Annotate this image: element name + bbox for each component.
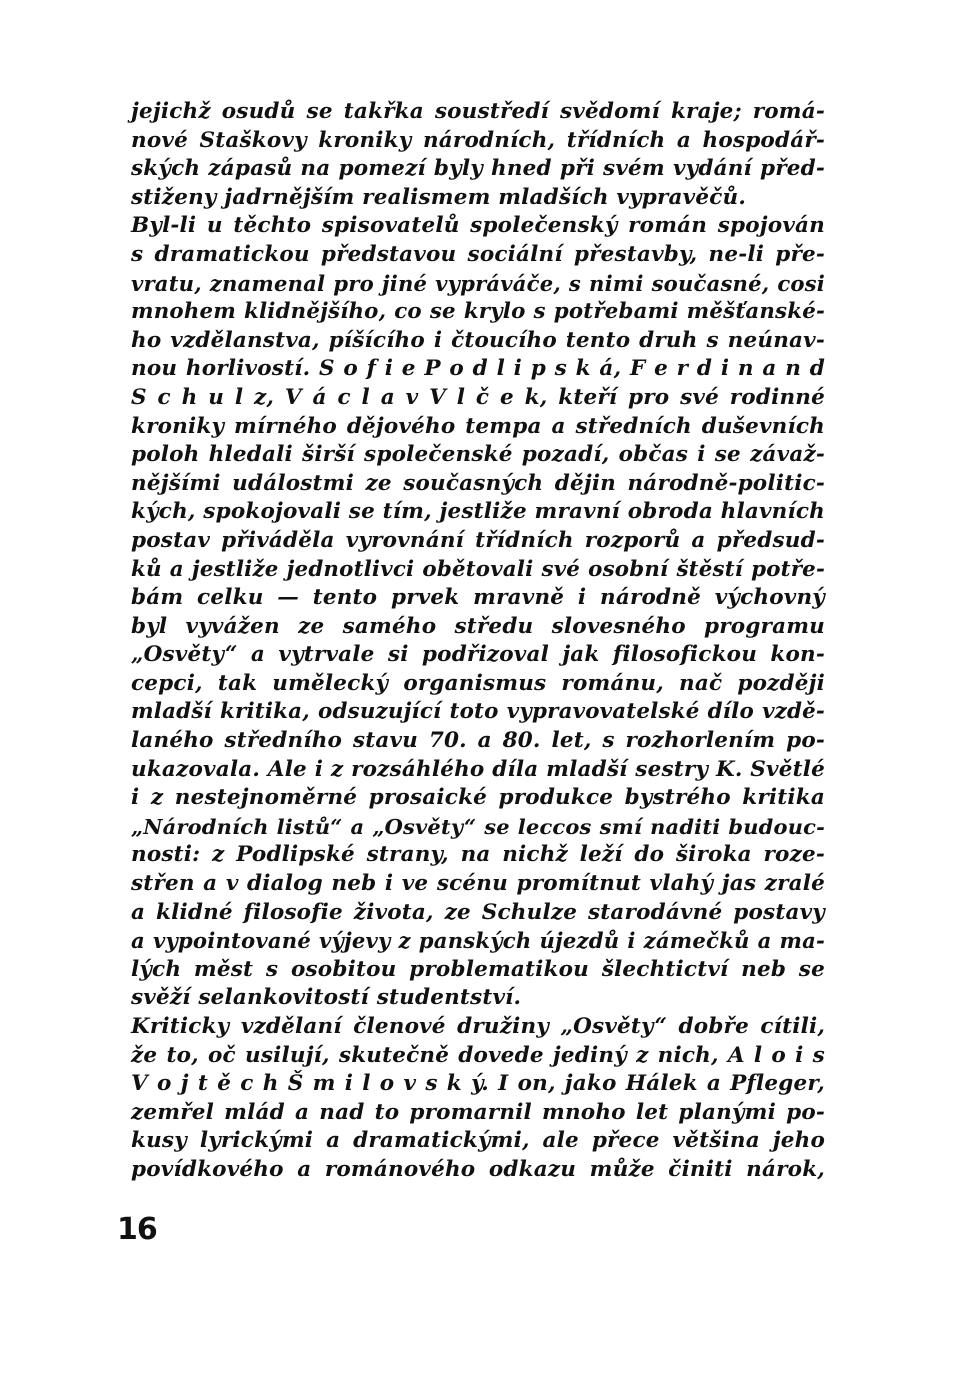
- text-line: nové Staškovy kroniky národních, třídních a hospodář-: [131, 127, 825, 153]
- text-line: bám celku — tento prvek mravně i národně výchovný: [131, 585, 825, 611]
- text-line: laného středního stavu 70. a 80. let, s rozhorlením po-: [131, 728, 825, 754]
- text-line: povídkového a románového odkazu může činiti nárok,: [131, 1156, 825, 1182]
- text-line: i z nestejnoměrné prosaické produkce bystrého kritika: [131, 785, 825, 811]
- text-line: ských zápasů na pomezí byly hned při svém vydání před-: [131, 156, 825, 182]
- text-line: nou horlivostí. S o f i e P o d l i p s k á, F e r d i n a n d: [131, 356, 825, 382]
- text-line: postav přiváděla vyrovnání třídních rozporů a předsud-: [131, 527, 825, 553]
- text-line: Byl-li u těchto spisovatelů společenský román spojován: [131, 213, 825, 239]
- text-line: jejichž osudů se takřka soustředí svědomí kraje; romá-: [131, 99, 825, 124]
- text-line: s dramatickou představou sociální přestavby, ne-li pře-: [131, 241, 825, 267]
- text-line: mladší kritika, odsuzující toto vypravovatelské dílo vzdě-: [131, 699, 825, 725]
- text-line: vratu, znamenal pro jiné vypráváče, s nimi současné, cosi: [131, 270, 825, 296]
- text-line: byl vyvážen ze samého středu slovesného programu: [131, 613, 825, 639]
- text-line: nějšími událostmi ze současných dějin národně-politic-: [131, 470, 825, 496]
- text-line: mnohem klidnějšího, co se krylo s potřebami měšťanské-: [131, 299, 825, 325]
- text-line: „Národních listů“ a „Osvěty“ se leccos smí naditi budouc-: [131, 813, 825, 839]
- text-line: střen a v dialog neb i ve scénu promítnut vlahý jas zralé: [131, 871, 825, 897]
- body-text: [131, 98, 825, 1185]
- text-line: kusy lyrickými a dramatickými, ale přece většina jeho: [131, 1128, 825, 1154]
- text-line: Kriticky vzdělaní členové družiny „Osvěty“ dobře cítili,: [131, 1014, 825, 1039]
- page-number: 16: [117, 1212, 157, 1247]
- text-line: svěží selankovitostí studentství.: [131, 985, 522, 1011]
- text-line: S c h u l z, V á c l a v V l č e k, kteří pro své rodinné: [131, 384, 825, 410]
- text-line: zemřel mlád a nad to promarnil mnoho let planými po-: [131, 1099, 825, 1125]
- text-line: lých měst s osobitou problematikou šlechtictví neb se: [131, 956, 825, 982]
- text-line: stiženy jadrnějším realismem mladších vypravěčů.: [131, 184, 747, 210]
- text-line: a vypointované výjevy z panských újezdů i zámečků a ma-: [131, 928, 825, 954]
- text-line: kroniky mírného dějového tempa a středních duševních: [131, 413, 825, 439]
- text-line: kých, spokojovali se tím, jestliže mravní obroda hlavních: [131, 499, 825, 525]
- text-line: a klidné filosofie života, ze Schulze starodávné postavy: [131, 899, 825, 925]
- text-line: ukazovala. Ale i z rozsáhlého díla mladší sestry K. Světlé: [131, 756, 825, 782]
- text-line: „Osvěty“ a vytrvale si podřizoval jak filosofickou kon-: [131, 642, 825, 668]
- text-line: cepci, tak umělecký organismus románu, nač později: [131, 670, 825, 696]
- text-line: ho vzdělanstva, píšícího i čtoucího tento druh s neúnav-: [131, 327, 825, 353]
- text-line: V o j t ě c h Š m i l o v s k ý. I on, jako Hálek a Pfleger,: [131, 1071, 825, 1097]
- text-line: poloh hledali širší společenské pozadí, občas i se závaž-: [131, 442, 825, 468]
- text-line: že to, oč usilují, skutečně dovede jediný z nich, A l o i s: [131, 1042, 825, 1068]
- text-line: ků a jestliže jednotlivci obětovali své osobní štěstí potře-: [131, 556, 825, 582]
- text-line: nosti: z Podlipské strany, na nichž leží do široka roze-: [131, 842, 825, 868]
